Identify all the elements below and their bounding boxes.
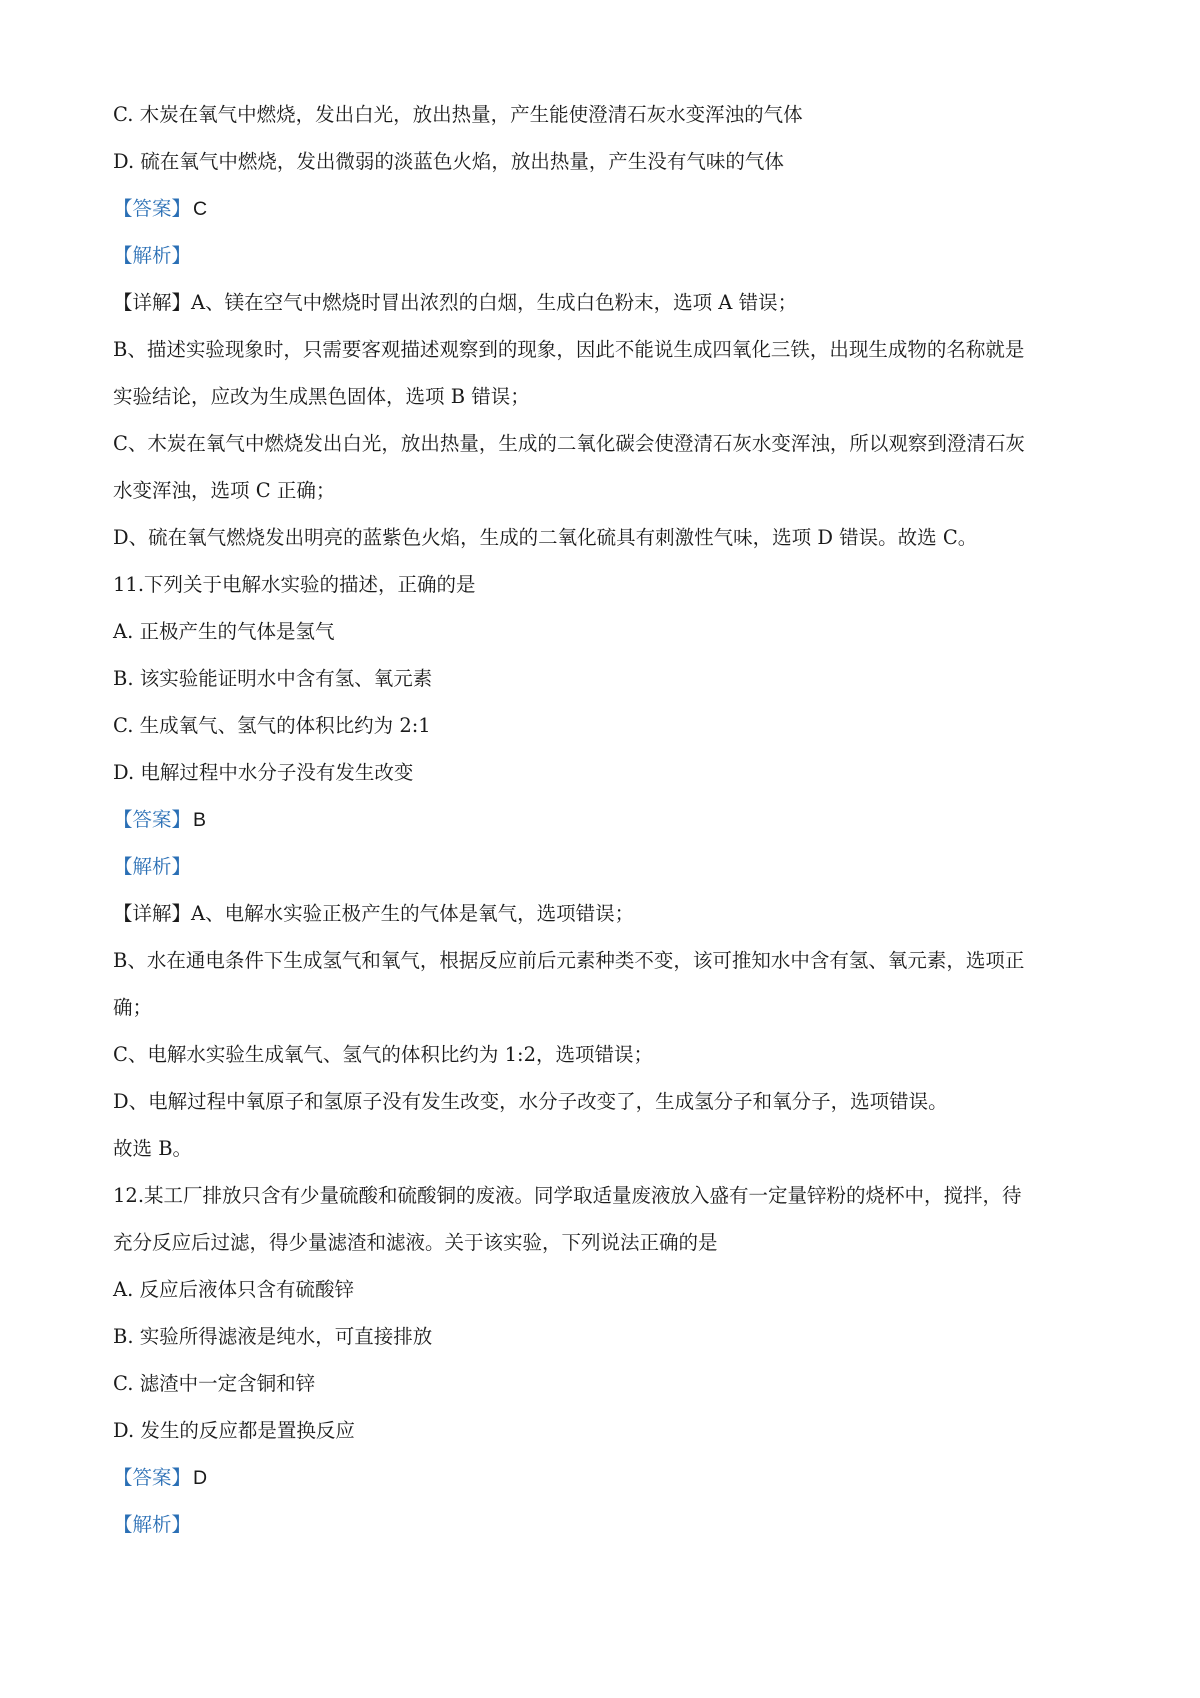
detail-line: 确； [113,996,153,1019]
answer-q11 [113,806,1103,834]
question-12-cont: 充分反应后过滤，得少量滤渣和滤液。关于该实验，下列说法正确的是 [113,1231,718,1254]
answer-value: D [193,1467,208,1489]
option-c-q12: C. 滤渣中一定含铜和锌 [113,1372,316,1395]
analysis-tag: 【解析】 [113,244,192,267]
detail-line: C、木炭在氧气中燃烧发出白光，放出热量，生成的二氧化碳会使澄清石灰水变浑浊，所以观察到澄清石灰 [113,432,1025,455]
answer-value: C [193,198,208,220]
question-11: 11.下列关于电解水实验的描述，正确的是 [113,573,476,596]
analysis-tag: 【解析】 [113,1513,192,1536]
detail-line: B、水在通电条件下生成氢气和氧气，根据反应前后元素种类不变，该可推知水中含有氢、氧元素，选项正 [113,949,1025,972]
answer-q12 [113,1464,1103,1492]
detail-line: 实验结论，应改为生成黑色固体，选项 B 错误； [113,385,530,408]
option-d-q12: D. 发生的反应都是置换反应 [113,1419,355,1442]
option-c-q11: C. 生成氧气、氢气的体积比约为 2:1 [113,714,431,737]
detail-q10 [113,289,1103,317]
analysis-tag: 【解析】 [113,855,192,878]
option-a-q12: A. 反应后液体只含有硫酸锌 [113,1278,354,1301]
option-b-q11: B. 该实验能证明水中含有氢、氧元素 [113,667,433,690]
option-c-q10: C. 木炭在氧气中燃烧，发出白光，放出热量，产生能使澄清石灰水变浑浊的气体 [113,103,803,126]
detail-line: 水变浑浊，选项 C 正确； [113,479,336,502]
option-b-q12: B. 实验所得滤液是纯水，可直接排放 [113,1325,433,1348]
answer-tag: 【答案】 [113,1466,192,1489]
answer-tag: 【答案】 [113,197,192,220]
analysis-q10 [113,242,1103,270]
analysis-q11 [113,853,1103,881]
detail-text: A、镁在空气中燃烧时冒出浓烈的白烟，生成白色粉末，选项 A 错误； [191,291,798,314]
detail-line: D、电解过程中氧原子和氢原子没有发生改变，水分子改变了，生成氢分子和氧分子，选项错误。 [113,1090,948,1113]
option-d-q10: D. 硫在氧气中燃烧，发出微弱的淡蓝色火焰，放出热量，产生没有气味的气体 [113,150,784,173]
answer-q10 [113,195,1103,223]
answer-value: B [193,809,207,831]
option-d-q11: D. 电解过程中水分子没有发生改变 [113,761,414,784]
detail-line: C、电解水实验生成氧气、氢气的体积比约为 1:2，选项错误； [113,1043,654,1066]
detail-line: 故选 B。 [113,1137,193,1160]
detail-line: D、硫在氧气燃烧发出明亮的蓝紫色火焰，生成的二氧化硫具有刺激性气味，选项 D 错误。故选 C。 [113,526,978,549]
analysis-q12 [113,1511,1103,1539]
detail-tag: 【详解】 [113,291,192,314]
answer-tag: 【答案】 [113,808,192,831]
option-a-q11: A. 正极产生的气体是氢气 [113,620,335,643]
detail-q11 [113,900,1103,928]
question-12: 12.某工厂排放只含有少量硫酸和硫酸铜的废液。同学取适量废液放入盛有一定量锌粉的烧杯中，搅拌，待 [113,1184,1022,1207]
detail-tag: 【详解】 [113,902,192,925]
detail-text: A、电解水实验正极产生的气体是氧气，选项错误； [191,902,635,925]
detail-line: B、描述实验现象时，只需要客观描述观察到的现象，因此不能说生成四氧化三铁，出现生成物的名称就是 [113,338,1025,361]
